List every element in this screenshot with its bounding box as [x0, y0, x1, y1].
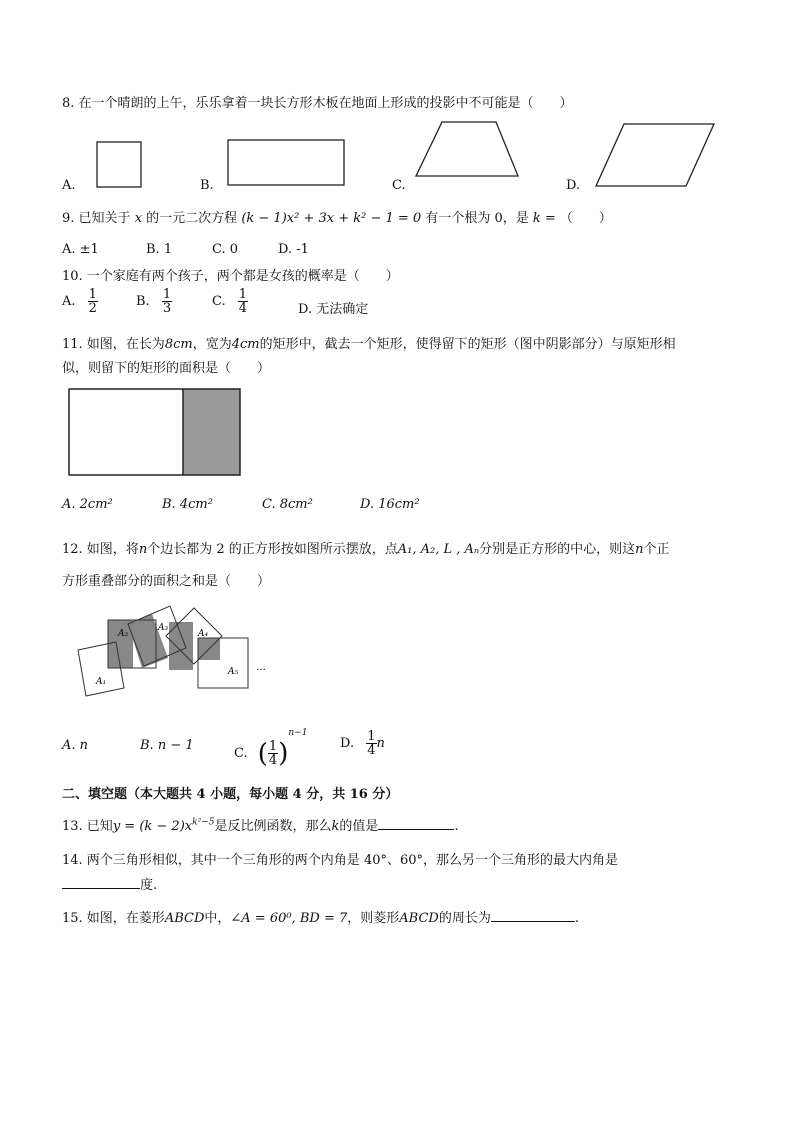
q8-option-d: D.: [566, 178, 581, 193]
q12-opt-d-num: 1: [367, 729, 376, 744]
q12-label-a1: A₁: [96, 677, 107, 687]
q9-option-a: A. ±1: [62, 242, 99, 257]
q15-abcd-2: ABCD: [399, 911, 439, 926]
q11-stem-line2: 似，则留下的矩形的面积是（ ）: [62, 361, 271, 376]
q8-figure-rectangle: [226, 138, 356, 198]
q10-option-d: D. 无法确定: [298, 302, 369, 317]
q15-end: .: [574, 911, 579, 926]
q12-label-a2: A₂: [118, 629, 129, 639]
q14-line2: [62, 874, 157, 893]
q10-opt-a-num: 1: [88, 287, 97, 302]
q12-option-a: [62, 738, 88, 753]
q12-stem-a: 12. 如图，将: [62, 542, 139, 557]
q12-opt-c-num: 1: [268, 739, 278, 754]
q12-opt-d-label: D.: [340, 736, 355, 751]
q14-answer-blank[interactable]: [62, 876, 140, 889]
q13-k: k: [331, 819, 340, 834]
q12-stem-line1: [62, 538, 670, 557]
q11-stem-b: ，宽为: [192, 337, 232, 352]
q13-stem-a: 13. 已知: [62, 819, 113, 834]
q12-figure: [70, 598, 270, 708]
q11-wid: 4cm: [231, 337, 260, 352]
q10-option-c: [212, 288, 248, 315]
q10-opt-c-num: 1: [238, 287, 248, 302]
q15-stem-d: 的周长为: [438, 911, 491, 926]
q11-stem-a: 11. 如图，在长为: [62, 337, 165, 352]
q8-option-b: B.: [200, 178, 214, 193]
q13-exp: k²−5: [192, 817, 215, 828]
q8-stem: 8. 在一个晴朗的上午，乐乐拿着一块长方形木板在地面上形成的投影中不可能是（ ）: [62, 96, 573, 111]
q15-answer-blank[interactable]: [491, 909, 575, 922]
q11-len: 8cm: [164, 337, 193, 352]
q8-figure-trapezoid: [410, 118, 530, 188]
q13-answer-blank[interactable]: [378, 817, 454, 830]
q9-stem-a: 9. 已知关于: [62, 211, 131, 226]
q11-stem-line1: [62, 333, 676, 352]
q15-cond: ∠A = 60⁰, BD = 7: [230, 911, 348, 926]
q12-opt-d-den: 4: [367, 743, 376, 758]
q9-option-d: D. -1: [278, 242, 309, 257]
q12-points: A₁, A₂, L , Aₙ: [397, 542, 480, 557]
q10-stem: 10. 一个家庭有两个孩子，两个都是女孩的概率是（ ）: [62, 269, 399, 284]
q12-opt-c-label: C.: [234, 746, 248, 761]
q10-opt-c-den: 4: [238, 301, 248, 316]
q15-stem-a: 15. 如图，在菱形: [62, 911, 165, 926]
q12-option-c: C. ( $\frac{1}{4}$ )$^{n-1}$: [234, 728, 308, 769]
q8-figure-parallelogram: [590, 118, 730, 198]
q9-option-c: C. 0: [212, 242, 239, 257]
q8-figure-square: [96, 138, 156, 198]
section2-title: 二、填空题（本大题共 4 小题，每小题 4 分，共 16 分）: [62, 787, 399, 802]
q13-stem: [62, 815, 459, 834]
q8-option-a: A.: [62, 178, 76, 193]
q11-option-b: B. 4cm²: [162, 497, 213, 512]
q9-stem-d: （ ）: [559, 211, 612, 226]
q12-option-b: [140, 738, 194, 753]
q12-n-2: n: [635, 542, 644, 557]
q12-stem-d: 个正: [643, 542, 670, 557]
q14-line1: 14. 两个三角形相似，其中一个三角形的两个内角是 40°、60°，那么另一个三角形的最大内角是: [62, 853, 619, 868]
q9-k-eq: k =: [532, 211, 556, 226]
q12-option-d: [340, 730, 385, 757]
q15-stem: [62, 907, 579, 926]
q12-opt-d-var: n: [376, 736, 385, 751]
q12-opt-a-text: A. n: [62, 738, 89, 753]
q13-stem-b: 是反比例函数，那么: [214, 819, 332, 834]
q9-stem: [62, 207, 612, 226]
q12-opt-b-text: B. n − 1: [140, 738, 194, 753]
q10-opt-b-num: 1: [162, 287, 172, 302]
q9-stem-c: 有一个根为 0，是: [425, 211, 529, 226]
q10-option-b: [136, 288, 172, 315]
q11-figure: [68, 388, 248, 480]
q13-func: y = (k − 2)x: [112, 819, 193, 834]
q15-stem-b: 中，: [204, 911, 231, 926]
q12-opt-c-exp: n−1: [288, 728, 308, 738]
q11-option-d: D. 16cm²: [360, 497, 420, 512]
q10-opt-a-label: A.: [62, 294, 76, 309]
q12-n: n: [138, 542, 148, 557]
q13-stem-c: 的值是: [339, 819, 379, 834]
q11-stem-c: 的矩形中，截去一个矩形，使得留下的矩形（图中阴影部分）与原矩形相: [259, 337, 676, 352]
q11-option-c: C. 8cm²: [262, 497, 313, 512]
q12-label-a5: A₅: [228, 667, 239, 677]
q12-label-a4: A₄: [198, 629, 209, 639]
q13-end: .: [454, 819, 459, 834]
q14-end: 度.: [140, 878, 158, 893]
q9-equation: (k − 1)x² + 3x + k² − 1 = 0: [241, 211, 422, 226]
q10-opt-b-label: B.: [136, 294, 150, 309]
q12-label-a3: A₃: [158, 623, 169, 633]
q15-abcd: ABCD: [164, 911, 205, 926]
q9-var-x: x: [134, 211, 143, 226]
q12-stem-b: 个边长都为 2 的正方形按如图所示摆放，点: [147, 542, 398, 557]
q12-label-ellipsis: …: [256, 662, 266, 673]
q9-stem-b: 的一元二次方程: [146, 211, 238, 226]
q12-stem-c: 分别是正方形的中心，则这: [479, 542, 636, 557]
q15-stem-c: ，则菱形: [347, 911, 400, 926]
q10-option-a: [62, 288, 98, 315]
q10-opt-b-den: 3: [162, 301, 172, 316]
q9-option-b: B. 1: [146, 242, 173, 257]
q12-stem-line2: 方形重叠部分的面积之和是（ ）: [62, 574, 271, 589]
q12-opt-c-den: 4: [268, 753, 278, 768]
q8-option-c: C.: [392, 178, 406, 193]
q11-option-a: A. 2cm²: [62, 497, 113, 512]
q10-opt-a-den: 2: [88, 301, 97, 316]
q10-opt-c-label: C.: [212, 294, 226, 309]
